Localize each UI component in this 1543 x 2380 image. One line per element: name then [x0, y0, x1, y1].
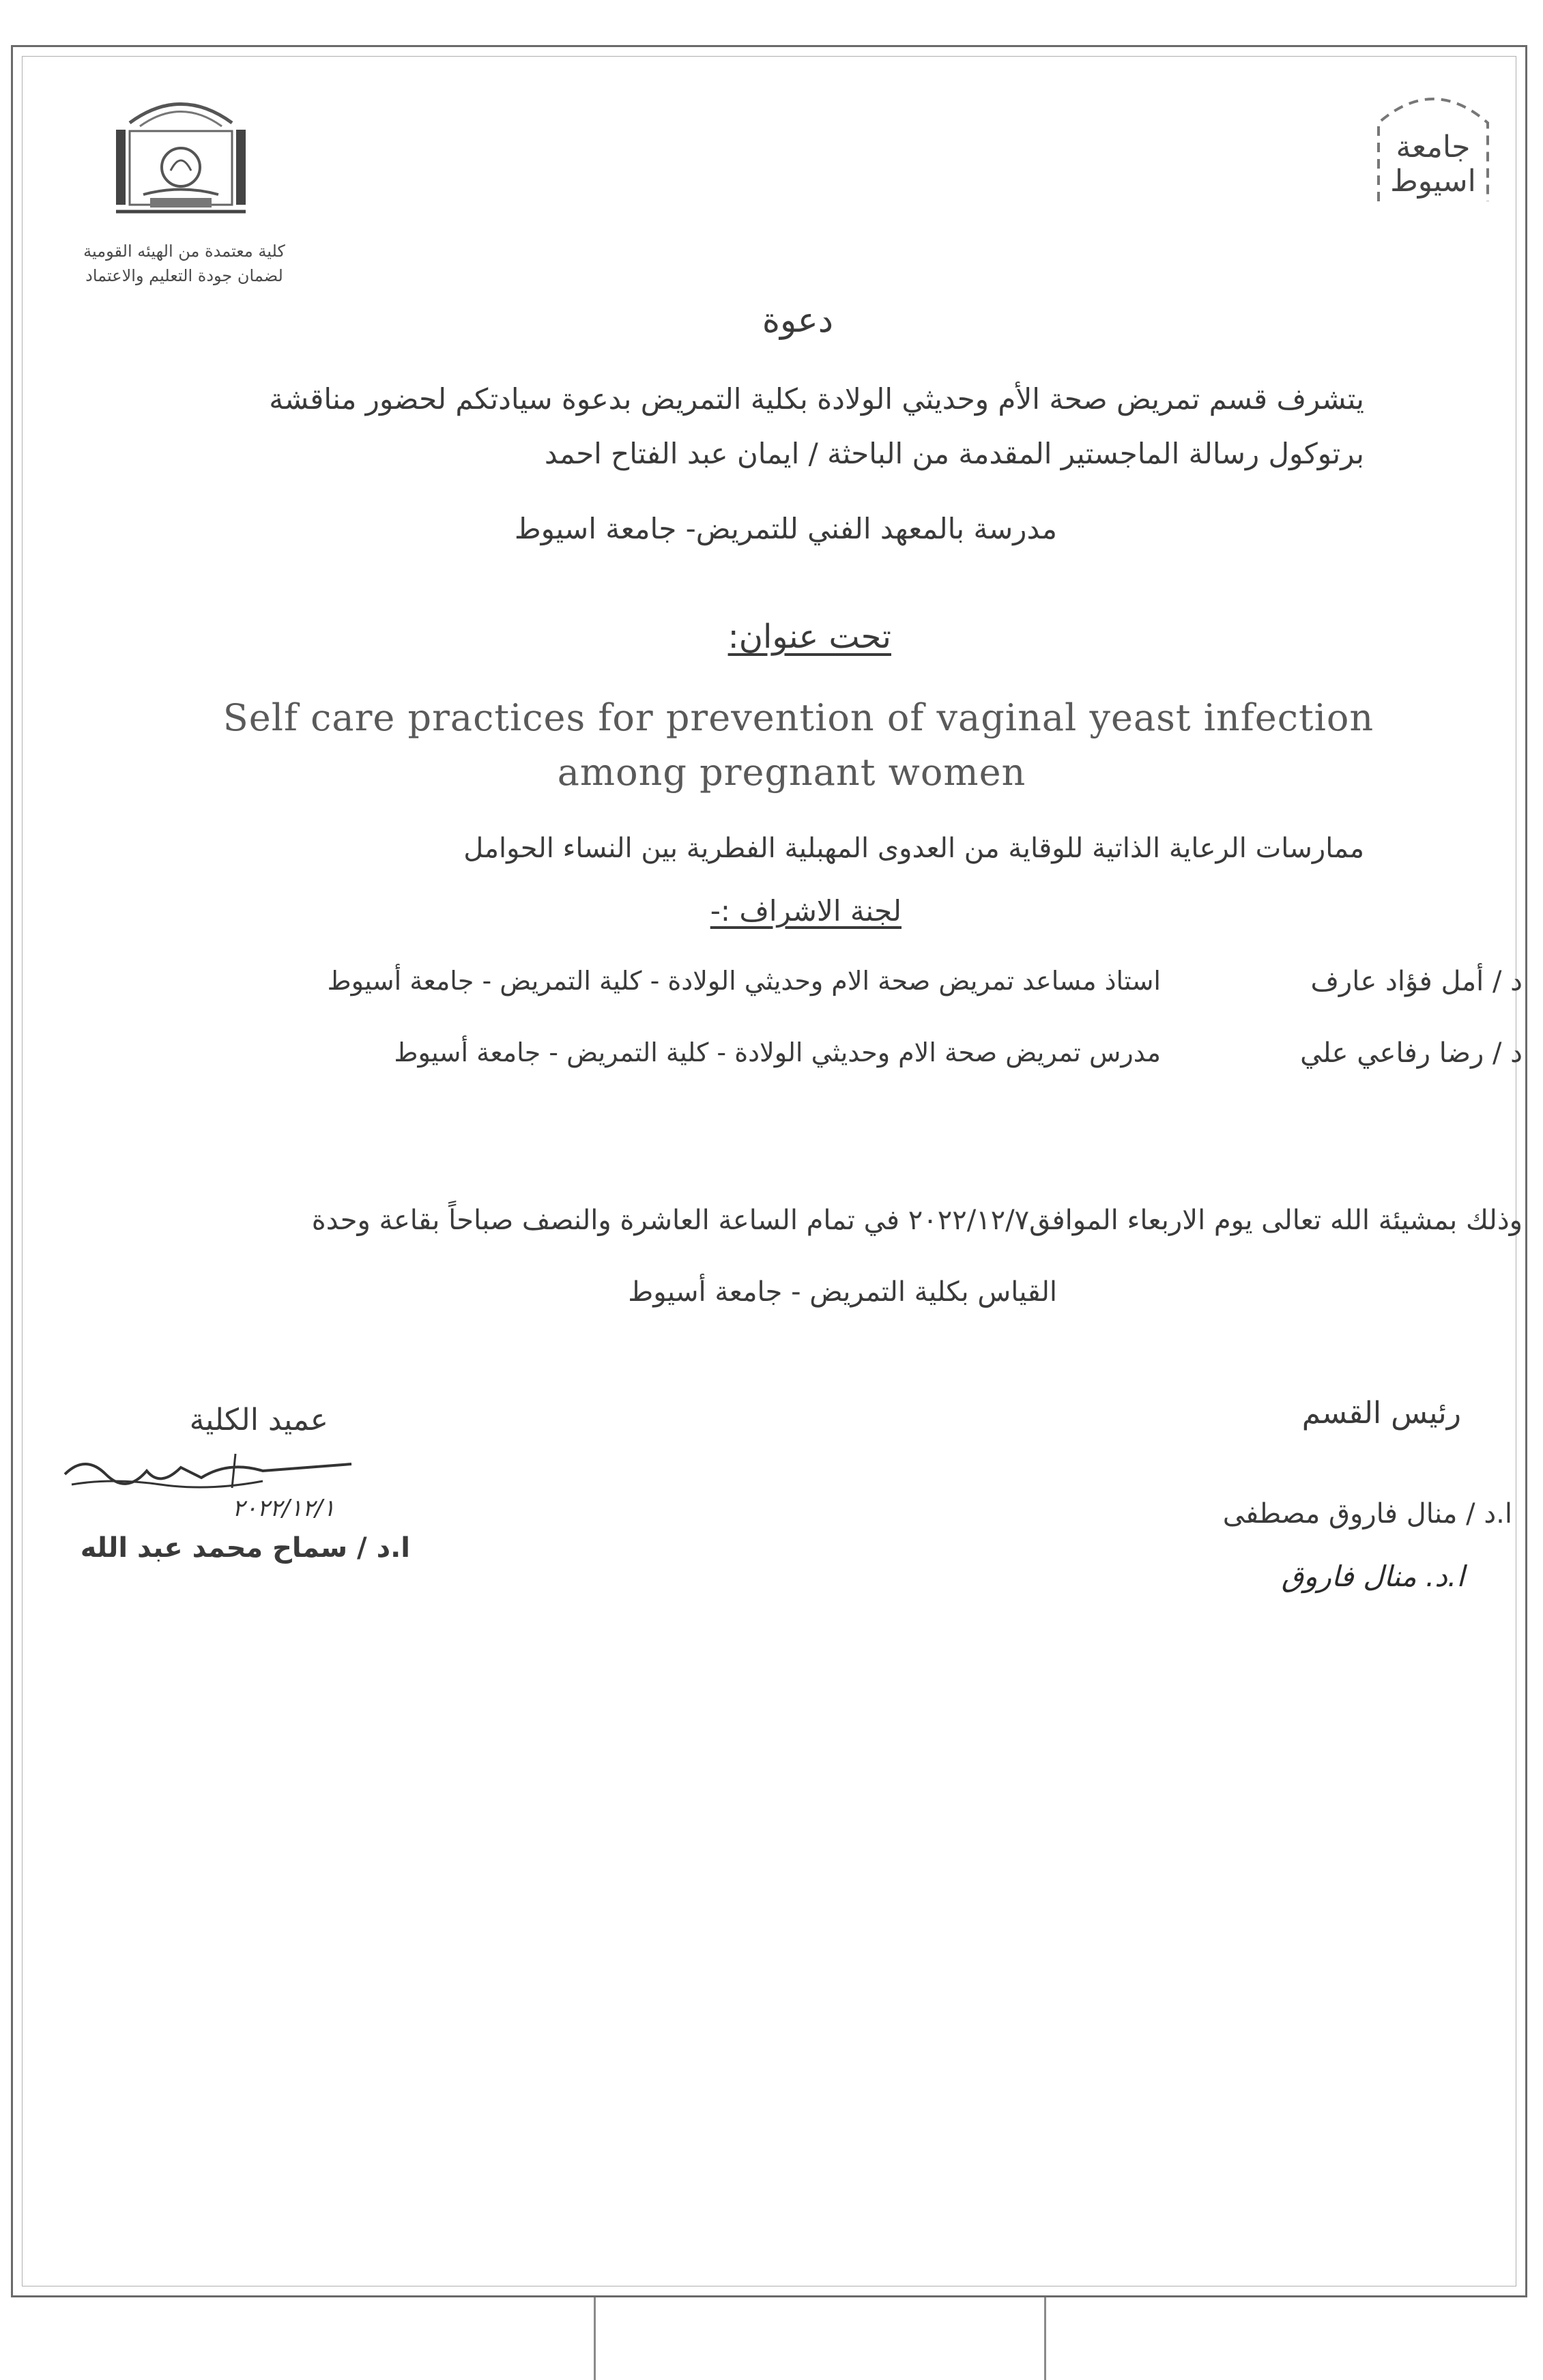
- dean-name: ا.د / سماح محمد عبد الله: [80, 1532, 410, 1564]
- intro-line: يتشرف قسم تمريض صحة الأم وحديثي الولادة بكلية التمريض بدعوة سيادتكم لحضور مناقشة: [269, 382, 1364, 416]
- committee-member-position: استاذ مساعد تمريض صحة الام وحديثي الولادة - كلية التمريض - جامعة أسيوط: [327, 966, 1161, 996]
- head-name: ا.د / منال فاروق مصطفى: [1222, 1498, 1512, 1530]
- faculty-emblem-icon: [102, 82, 259, 218]
- invitation-title: دعوة: [762, 300, 833, 340]
- thesis-title-ar: ممارسات الرعاية الذاتية للوقاية من العدوى المهبلية الفطرية بين النساء الحوامل: [463, 833, 1364, 864]
- head-title: رئيس القسم: [1301, 1396, 1461, 1431]
- researcher-affiliation: مدرسة بالمعهد الفني للتمريض- جامعة اسيوط: [514, 512, 1057, 545]
- schedule-line: وذلك بمشيئة الله تعالى يوم الاربعاء الموافق٢٠٢٢/١٢/٧ في تمام الساعة العاشرة والنصف صباحاً بقاعة وحدة: [311, 1205, 1523, 1236]
- committee-member-position: مدرس تمريض صحة الام وحديثي الولادة - كلية التمريض - جامعة أسيوط: [394, 1037, 1161, 1067]
- dean-handwritten-date: ٢٠٢٢/١٢/١: [232, 1495, 335, 1522]
- thesis-title-en: Self care practices for prevention of vaginal yeast infection: [222, 696, 1374, 739]
- university-logo-text: جامعة: [1396, 130, 1471, 164]
- thesis-title-en: among pregnant women: [557, 751, 1026, 794]
- committee-member-name: د / رضا رفاعي علي: [1300, 1037, 1523, 1069]
- accreditation-line: لضمان جودة التعليم والاعتماد: [85, 266, 283, 285]
- page-edge-mark: [594, 2297, 596, 2380]
- head-handwritten-signature: ا.د. منال فاروق: [1281, 1560, 1465, 1593]
- dean-title: عميد الكلية: [189, 1403, 328, 1437]
- page-edge-mark: [1044, 2297, 1046, 2380]
- committee-member-name: د / أمل فؤاد عارف: [1310, 966, 1523, 997]
- university-logo-icon: [1365, 82, 1501, 205]
- schedule-line: القياس بكلية التمريض - جامعة أسيوط: [628, 1276, 1057, 1308]
- intro-line: برتوكول رسالة الماجستير المقدمة من الباحثة / ايمان عبد الفتاح احمد: [544, 437, 1364, 470]
- accreditation-text: [61, 239, 307, 288]
- university-logo-text: اسيوط: [1390, 164, 1476, 199]
- committee-label: لجنة الاشراف :-: [710, 894, 902, 928]
- accreditation-line: كلية معتمدة من الهيئه القومية: [83, 242, 285, 261]
- subject-label: تحت عنوان:: [727, 618, 891, 656]
